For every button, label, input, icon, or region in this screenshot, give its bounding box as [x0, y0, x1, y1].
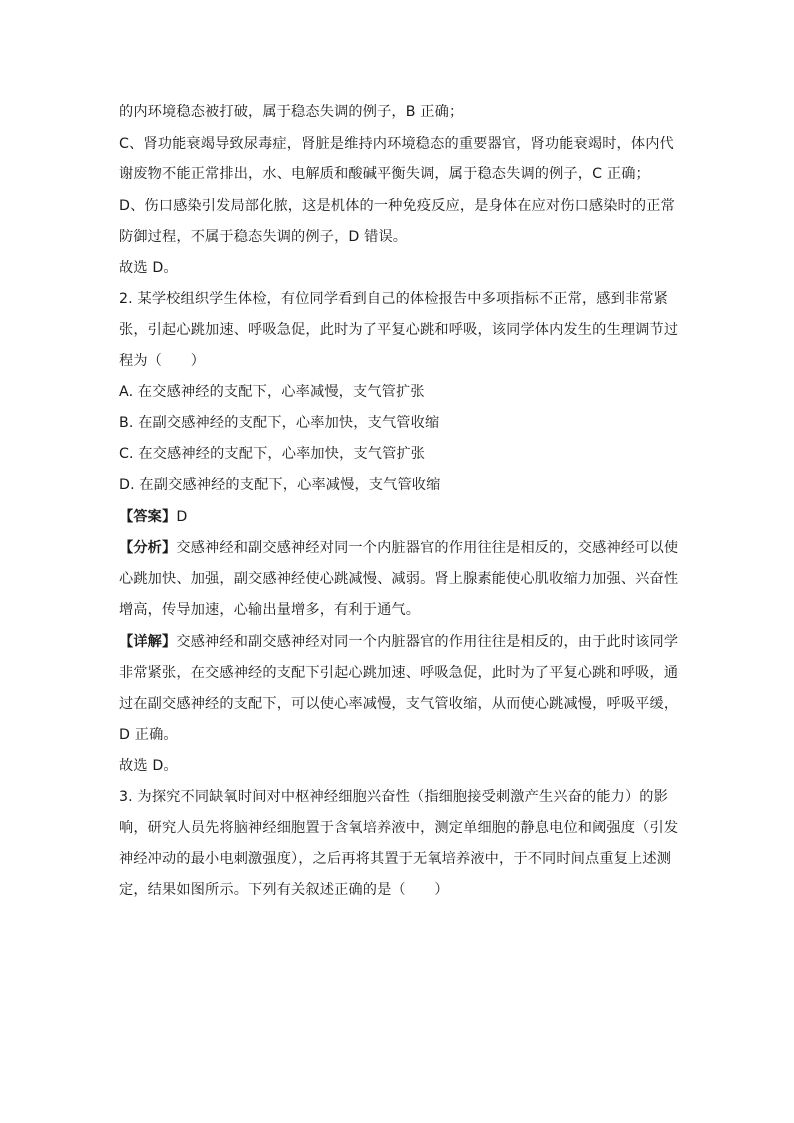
- detail-text: 交感神经和副交感神经对同一个内脏器官的作用往往是相反的，由于此时该同学: [176, 634, 679, 650]
- question-2-stem: 程为（ ）: [119, 353, 206, 369]
- detail-tag: 【详解】: [119, 634, 177, 650]
- option-a: A. 在交感神经的支配下，心率减慢，支气管扩张: [119, 384, 425, 400]
- answer-tag: 【答案】: [119, 509, 177, 525]
- analysis-line: [119, 538, 678, 558]
- text-line: 谢废物不能正常排出，水、电解质和酸碱平衡失调，属于稳态失调的例子，C 正确；: [119, 166, 650, 182]
- text-line: D、伤口感染引发局部化脓，这是机体的一种免疫反应，是身体在应对伤口感染时的正常: [119, 198, 675, 214]
- text-line: 非常紧张，在交感神经的支配下引起心跳加速、呼吸急促，此时为了平复心跳和呼吸，通: [119, 665, 679, 681]
- answer-line: [119, 507, 187, 527]
- option-d: D. 在副交感神经的支配下，心率减慢，支气管收缩: [119, 477, 441, 493]
- question-2-stem: 2. 某学校组织学生体检，有位同学看到自己的体检报告中多项指标不正常，感到非常紧: [119, 291, 668, 307]
- option-b: B. 在副交感神经的支配下，心率加快，支气管收缩: [119, 415, 440, 431]
- text-line: 的内环境稳态被打破，属于稳态失调的例子，B 正确；: [119, 104, 464, 120]
- question-3-stem: 响，研究人员先将脑神经细胞置于含氧培养液中，测定单细胞的静息电位和阈强度（引发: [119, 820, 679, 836]
- answer-value: D: [176, 509, 188, 525]
- analysis-tag: 【分析】: [119, 540, 177, 556]
- option-c: C. 在交感神经的支配下，心率加快，支气管扩张: [119, 446, 426, 462]
- detail-line: [119, 632, 678, 652]
- text-line: C、肾功能衰竭导致尿毒症，肾脏是维持内环境稳态的重要器官，肾功能衰竭时，体内代: [119, 136, 674, 152]
- analysis-text: 交感神经和副交感神经对同一个内脏器官的作用往往是相反的，交感神经可以使: [176, 540, 679, 556]
- question-3-stem: 定，结果如图所示。下列有关叙述正确的是（ ）: [119, 882, 449, 898]
- text-line: 防御过程，不属于稳态失调的例子，D 错误。: [119, 229, 408, 245]
- question-3-stem: 神经冲动的最小电刺激强度），之后再将其置于无氧培养液中，于不同时间点重复上述测: [119, 851, 672, 867]
- text-line: 故选 D。: [119, 260, 178, 276]
- text-line: 过在副交感神经的支配下，可以使心率减慢，支气管收缩，从而使心跳减慢，呼吸平缓，: [119, 696, 679, 712]
- text-line: 增高，传导加速，心输出量增多，有利于通气。: [119, 602, 421, 618]
- question-3-stem: 3. 为探究不同缺氧时间对中枢神经细胞兴奋性（指细胞接受刺激产生兴奋的能力）的影: [119, 789, 668, 805]
- text-line: 心跳加快、加强，副交感神经使心跳减慢、减弱。肾上腺素能使心肌收缩力加强、兴奋性: [119, 571, 679, 587]
- text-line: 故选 D。: [119, 758, 178, 774]
- question-2-stem: 张，引起心跳加速、呼吸急促，此时为了平复心跳和呼吸，该同学体内发生的生理调节过: [119, 322, 679, 338]
- text-line: D 正确。: [119, 727, 178, 743]
